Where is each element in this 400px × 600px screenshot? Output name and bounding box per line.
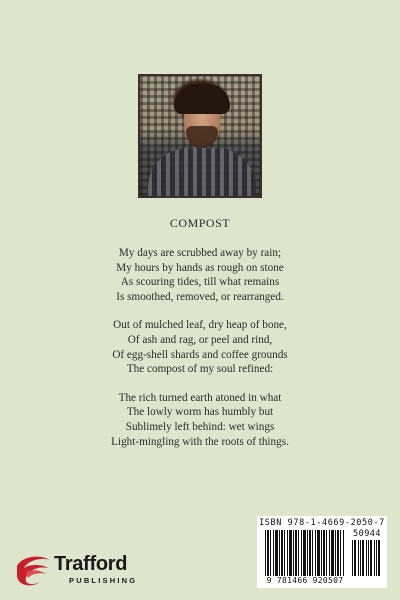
poem-line: Of egg-shell shards and coffee grounds xyxy=(112,348,288,361)
poem-line: The rich turned earth atoned in what xyxy=(118,391,282,404)
poem-line: Out of mulched leaf, dry heap of bone, xyxy=(113,319,287,332)
isbn-barcode xyxy=(257,516,387,588)
photo-torso xyxy=(148,148,256,198)
stanza xyxy=(0,318,400,376)
poem-line: Light-mingling with the roots of things. xyxy=(111,435,289,448)
trafford-swoosh-icon xyxy=(14,552,54,590)
poem-line: Is smoothed, removed, or rearranged. xyxy=(116,290,284,303)
ean-digits: 9 781466 920507 xyxy=(266,576,344,585)
poem-title: COMPOST xyxy=(169,216,231,230)
poem-line: Sublimely left behind: wet wings xyxy=(125,420,275,433)
author-photo xyxy=(138,74,262,198)
poem-body xyxy=(0,246,400,463)
ean-bars xyxy=(265,530,345,576)
stanza xyxy=(0,246,400,304)
price-addon-number: 50944 xyxy=(352,529,382,539)
photo-hair xyxy=(174,84,230,114)
publisher-sub: PUBLISHING xyxy=(69,576,138,585)
stanza xyxy=(0,391,400,449)
poem-line: Of ash and rag, or peel and rind, xyxy=(127,333,273,346)
publisher-name: Trafford xyxy=(54,553,128,575)
addon-bars xyxy=(352,540,382,576)
poem-line: The compost of my soul refined: xyxy=(126,363,274,376)
poem-line: The lowly worm has humbly but xyxy=(126,406,274,419)
poem-line: As scouring tides, till what remains xyxy=(120,276,280,289)
poem-line: My hours by hands as rough on stone xyxy=(116,261,284,274)
publisher-logo xyxy=(14,552,174,590)
poem-line: My days are scrubbed away by rain; xyxy=(118,247,282,259)
photo-beard xyxy=(186,126,218,148)
isbn-number: ISBN 978-1-4669-2050-7 xyxy=(259,518,385,528)
